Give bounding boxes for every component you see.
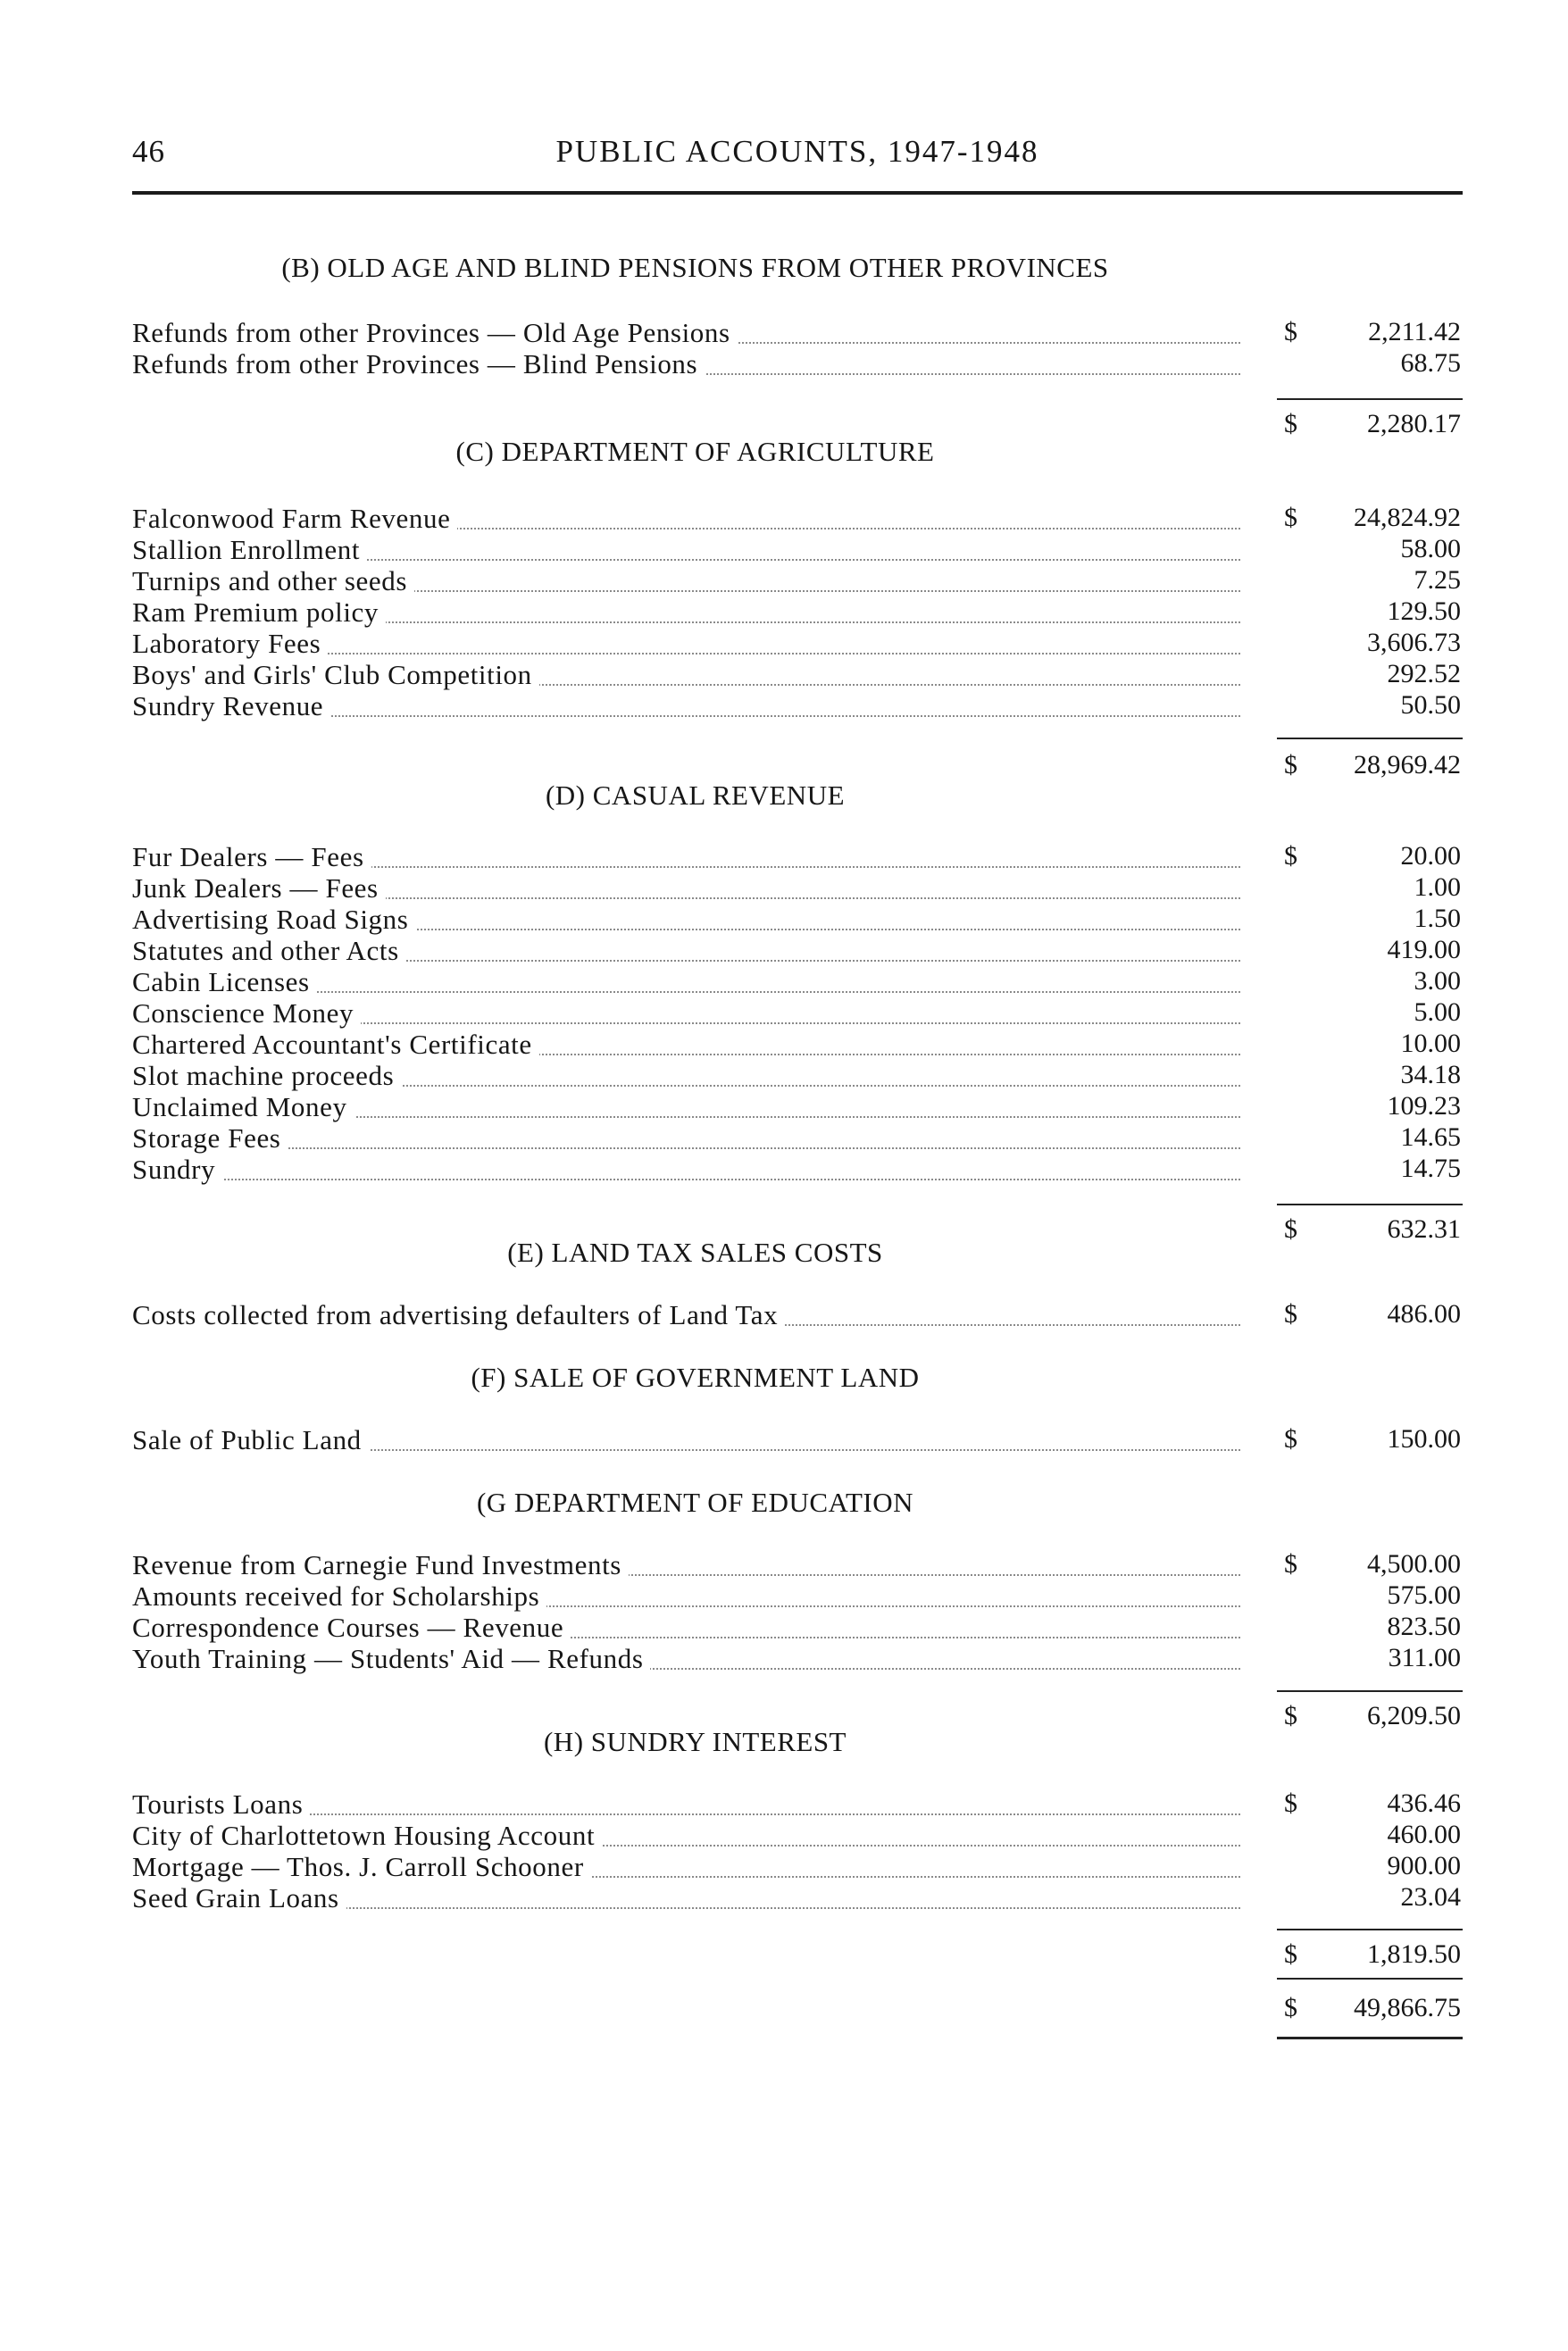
row-label: Unclaimed Money: [132, 1091, 354, 1123]
row-label: City of Charlottetown Housing Account: [132, 1820, 602, 1852]
amount: 2,280.17: [1367, 409, 1461, 438]
subtotal-rule: [1277, 1204, 1463, 1205]
section-heading-h: (H) SUNDRY INTEREST: [543, 1726, 847, 1757]
amount: 486.00: [1387, 1299, 1461, 1329]
grand-total-rule: [1277, 1978, 1463, 1980]
row-label: Correspondence Courses — Revenue: [132, 1612, 571, 1644]
row-label: Refunds from other Provinces — Old Age Pensions: [132, 317, 738, 349]
amount: 823.50: [1387, 1612, 1461, 1641]
amount: 419.00: [1387, 935, 1461, 964]
amount: 460.00: [1387, 1820, 1461, 1849]
section-heading-c: (C) DEPARTMENT OF AGRICULTURE: [455, 436, 935, 467]
row-label: Refunds from other Provinces — Blind Pensions: [132, 348, 705, 380]
row-label: Conscience Money: [132, 997, 361, 1030]
amount: 150.00: [1387, 1424, 1461, 1454]
line-item: [132, 1060, 1461, 1090]
row-label: Storage Fees: [132, 1122, 288, 1155]
line-item: [132, 1091, 1461, 1121]
dollar-sign: $: [1284, 750, 1297, 779]
line-item: [132, 1612, 1461, 1642]
amount: 1.00: [1414, 872, 1461, 902]
subtotal-rule: [1277, 1690, 1463, 1692]
row-label: Junk Dealers — Fees: [132, 872, 386, 905]
amount: 129.50: [1387, 596, 1461, 626]
line-item: [132, 1424, 1461, 1455]
section-heading-d: (D) CASUAL REVENUE: [545, 779, 846, 811]
amount: 900.00: [1387, 1851, 1461, 1880]
dollar-sign: $: [1284, 317, 1297, 346]
line-item: [132, 1882, 1461, 1913]
row-label: Laboratory Fees: [132, 628, 328, 660]
section-heading-b: (B) OLD AGE AND BLIND PENSIONS FROM OTHER PROVINCES: [281, 252, 1109, 283]
row-label: Falconwood Farm Revenue: [132, 503, 457, 535]
dollar-sign: $: [1284, 1424, 1297, 1454]
grand-total-underline: [1277, 2037, 1463, 2039]
line-item: [132, 534, 1461, 564]
row-label: Statutes and other Acts: [132, 935, 406, 967]
amount: 68.75: [1400, 348, 1461, 378]
row-label: Fur Dealers — Fees: [132, 841, 371, 873]
amount: 1.50: [1414, 904, 1461, 933]
row-label: Chartered Accountant's Certificate: [132, 1029, 539, 1061]
row-label: Revenue from Carnegie Fund Investments: [132, 1549, 629, 1581]
row-label: Advertising Road Signs: [132, 904, 415, 936]
amount: 5.00: [1414, 997, 1461, 1027]
amount: 311.00: [1388, 1643, 1461, 1672]
page-header: [132, 134, 1463, 188]
line-item: [132, 690, 1461, 721]
amount: 28,969.42: [1354, 750, 1461, 779]
row-label: Tourists Loans: [132, 1788, 310, 1821]
section-heading-e: (E) LAND TAX SALES COSTS: [507, 1237, 883, 1268]
line-item: [132, 1029, 1461, 1059]
row-label: Amounts received for Scholarships: [132, 1580, 546, 1613]
row-label: Mortgage — Thos. J. Carroll Schooner: [132, 1851, 591, 1883]
amount: 14.75: [1400, 1154, 1461, 1183]
line-item: [132, 1549, 1461, 1580]
row-label: Sale of Public Land: [132, 1424, 369, 1456]
line-item: [132, 935, 1461, 965]
line-item: [132, 659, 1461, 689]
dollar-sign: $: [1284, 503, 1297, 532]
dollar-sign: $: [1284, 1214, 1297, 1244]
row-label: Seed Grain Loans: [132, 1882, 346, 1914]
section-heading-g: (G DEPARTMENT OF EDUCATION: [476, 1487, 914, 1518]
line-item: [132, 997, 1461, 1028]
dollar-sign: $: [1284, 1299, 1297, 1329]
line-item: [132, 503, 1461, 533]
subtotal-rule: [1277, 1929, 1463, 1930]
line-item: [132, 1820, 1461, 1850]
line-item: [132, 966, 1461, 996]
amount: 34.18: [1400, 1060, 1461, 1089]
line-item: [132, 565, 1461, 596]
dollar-sign: $: [1284, 1701, 1297, 1730]
line-item: [132, 1788, 1461, 1819]
line-item: [132, 1580, 1461, 1611]
amount: 3,606.73: [1367, 628, 1461, 657]
amount: 58.00: [1400, 534, 1461, 563]
line-item: [132, 841, 1461, 871]
line-item: [132, 1154, 1461, 1184]
line-item: [132, 317, 1461, 347]
amount: 575.00: [1387, 1580, 1461, 1610]
dollar-sign: $: [1284, 1993, 1297, 2022]
subtotal-rule: [1277, 738, 1463, 739]
dollar-sign: $: [1284, 841, 1297, 871]
amount: 24,824.92: [1354, 503, 1461, 532]
header-rule: [132, 191, 1463, 195]
line-item: [132, 596, 1461, 627]
page-number: 46: [132, 134, 165, 169]
line-item: [132, 1643, 1461, 1673]
amount: 14.65: [1400, 1122, 1461, 1152]
line-item: [132, 872, 1461, 903]
dollar-sign: $: [1284, 409, 1297, 438]
amount: 23.04: [1400, 1882, 1461, 1912]
dollar-sign: $: [1284, 1788, 1297, 1818]
amount: 1,819.50: [1367, 1939, 1461, 1969]
subtotal-b: [132, 409, 1461, 439]
amount: 3.00: [1414, 966, 1461, 996]
section-heading-f: (F) SALE OF GOVERNMENT LAND: [471, 1362, 920, 1393]
amount: 49,866.75: [1354, 1993, 1461, 2022]
grand-total: [132, 1993, 1461, 2023]
amount: 2,211.42: [1368, 317, 1461, 346]
line-item: [132, 1851, 1461, 1881]
line-item: [132, 1299, 1461, 1330]
amount: 7.25: [1414, 565, 1461, 595]
subtotal-rule: [1277, 398, 1463, 400]
row-label: Boys' and Girls' Club Competition: [132, 659, 539, 691]
row-label: Sundry: [132, 1154, 222, 1186]
row-label: Costs collected from advertising defaulters of Land Tax: [132, 1299, 785, 1331]
row-label: Cabin Licenses: [132, 966, 317, 998]
row-label: Turnips and other seeds: [132, 565, 414, 597]
row-label: Sundry Revenue: [132, 690, 330, 722]
amount: 436.46: [1387, 1788, 1461, 1818]
line-item: [132, 1122, 1461, 1153]
running-title: PUBLIC ACCOUNTS, 1947-1948: [555, 134, 1039, 169]
amount: 292.52: [1387, 659, 1461, 688]
line-item: [132, 348, 1461, 379]
line-item: [132, 628, 1461, 658]
row-label: Ram Premium policy: [132, 596, 386, 629]
line-item: [132, 904, 1461, 934]
dot-leader: [132, 1179, 1240, 1180]
amount: 632.31: [1387, 1214, 1461, 1244]
dollar-sign: $: [1284, 1939, 1297, 1969]
dollar-sign: $: [1284, 1549, 1297, 1579]
amount: 109.23: [1387, 1091, 1461, 1121]
amount: 10.00: [1400, 1029, 1461, 1058]
subtotal-c: [132, 750, 1461, 780]
amount: 20.00: [1400, 841, 1461, 871]
amount: 4,500.00: [1367, 1549, 1461, 1579]
row-label: Slot machine proceeds: [132, 1060, 401, 1092]
amount: 6,209.50: [1367, 1701, 1461, 1730]
row-label: Stallion Enrollment: [132, 534, 367, 566]
subtotal-h: [132, 1939, 1461, 1970]
dot-leader: [132, 1147, 1240, 1149]
amount: 50.50: [1400, 690, 1461, 720]
row-label: Youth Training — Students' Aid — Refunds: [132, 1643, 650, 1675]
